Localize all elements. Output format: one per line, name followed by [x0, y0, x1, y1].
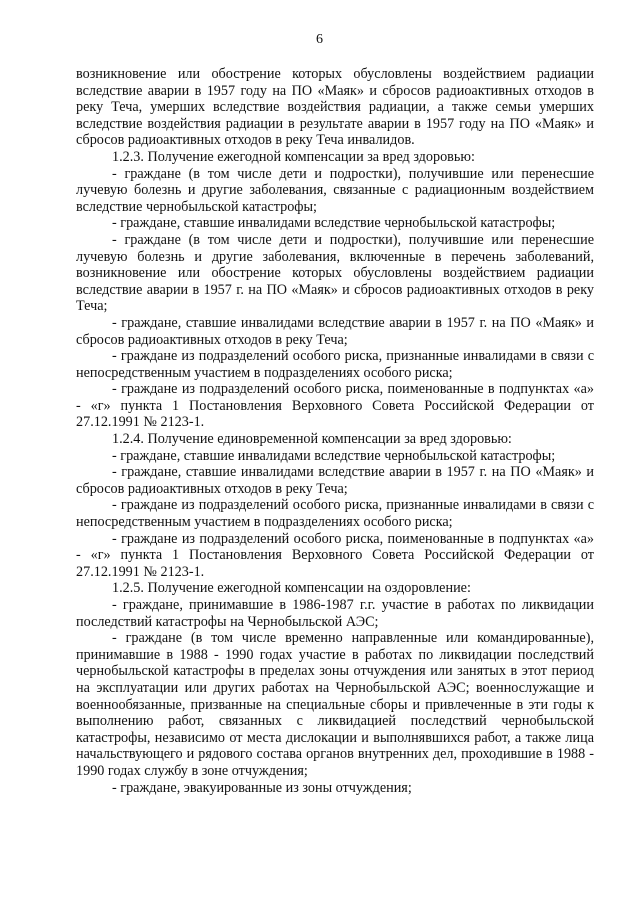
paragraph: - граждане из подразделений особого риска, поименованные в подпунктах «а» - «г» пункта 1 Постановления Верховного Совета Российской Федерации от 27.12.1991 № 2123-1. — [76, 530, 594, 580]
paragraph: - граждане из подразделений особого риска, признанные инвалидами в связи с непосредственным участием в подразделениях особого риска; — [76, 497, 594, 531]
paragraph: - граждане, эвакуированные из зоны отчуждения; — [112, 779, 412, 796]
paragraph: 1.2.4. Получение единовременной компенсации за вред здоровью: — [112, 431, 512, 448]
paragraph: - граждане, принимавшие в 1986-1987 г.г. участие в работах по ликвидации последствий катастрофы на Чернобыльской АЭС; — [76, 597, 594, 630]
paragraph: - граждане (в том числе временно направленные или командированные), принимавшие в 1988 - 1990 годах участие в работах по ликвидации последствий чернобыльской катастрофы в пределах зоны отчуждения или занятых в этот период на эксплуатации или других работах на Чернобыльской АЭС; военнослужащие и военнообязанные, призванные на специальные сборы и привлеченные в эти годы к выполнению работ, связанных с ликвидацией последствий чернобыльской катастрофы, независимо от места дислокации и выполнявшихся работ, а также лица начальствующего и рядового состава органов внутренних дел, проходившие в 1988 - 1990 годах службу в зоне отчуждения; — [76, 630, 594, 779]
paragraph: - граждане из подразделений особого риска, поименованные в подпунктах «а» - «г» пункта 1 Постановления Верховного Совета Российской Федерации от 27.12.1991 № 2123-1. — [76, 381, 594, 431]
paragraph: - граждане, ставшие инвалидами вследствие чернобыльской катастрофы; — [112, 215, 556, 232]
paragraph: - граждане из подразделений особого риска, признанные инвалидами в связи с непосредственным участием в подразделениях особого риска; — [76, 348, 594, 381]
paragraph: 1.2.3. Получение ежегодной компенсации за вред здоровью: — [112, 148, 475, 165]
document-body — [76, 66, 594, 796]
paragraph: - граждане, ставшие инвалидами вследствие аварии в 1957 г. на ПО «Маяк» и сбросов радиоактивных отходов в реку Теча; — [76, 464, 594, 497]
paragraph: - граждане, ставшие инвалидами вследствие чернобыльской катастрофы; — [112, 447, 556, 464]
paragraph: возникновение или обострение которых обусловлены воздействием радиации вследствие аварии в 1957 году на ПО «Маяк» и сбросов радиоактивных отходов в реку Теча, умерших вследствие воздействия радиации, а также семьи умерших вследствие воздействия радиации в результате аварии в 1957 году на ПО «Маяк» и сбросов радиоактивных отходов в реку Теча инвалидов. — [76, 66, 594, 149]
paragraph: - граждане, ставшие инвалидами вследствие аварии в 1957 г. на ПО «Маяк» и сбросов радиоактивных отходов в реку Теча; — [76, 314, 594, 348]
paragraph: 1.2.5. Получение ежегодной компенсации на оздоровление: — [112, 580, 471, 597]
paragraph: - граждане (в том числе дети и подростки), получившие или перенесшие лучевую болезнь и другие заболевания, включенные в перечень заболеваний, возникновение или обострение которых обусловлены воздействием радиации вследствие аварии в 1957 г. на ПО «Маяк» и сбросов радиоактивных отходов в реку Теча; — [76, 231, 594, 315]
page-number: 6 — [316, 32, 323, 47]
paragraph: - граждане (в том числе дети и подростки), получившие или перенесшие лучевую болезнь и другие заболевания, связанные с радиационным воздействием вследствие чернобыльской катастрофы; — [76, 165, 594, 215]
